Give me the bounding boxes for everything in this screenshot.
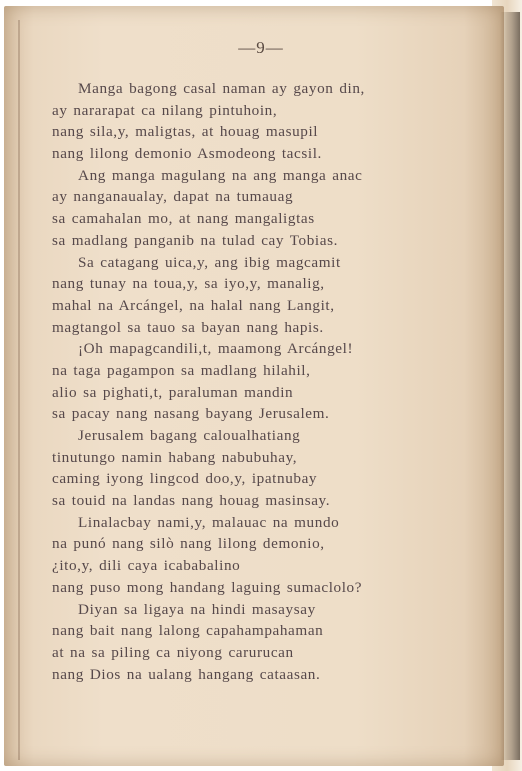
page-number: —9—	[238, 38, 284, 57]
verse-line: magtangol sa tauo sa bayan nang hapis.	[52, 318, 324, 336]
verse-line: nang lilong demonio Asmodeong tacsil.	[52, 145, 322, 163]
verse-line: sa madlang panganib na tulad cay Tobias.	[52, 231, 338, 249]
verse-line: nang tunay na toua,y, sa iyo,y, manalig,	[52, 275, 325, 293]
verse-line: nang bait nang lalong capahampahaman	[52, 622, 324, 640]
verse-line: ¿ito,y, dili caya icababalino	[52, 557, 241, 575]
verse-line: caming iyong lingcod doo,y, ipatnubay	[52, 470, 318, 488]
poem-body	[52, 78, 482, 685]
verse-line: mahal na Arcángel, na halal nang Langit,	[52, 296, 335, 314]
verse-line: Manga bagong casal naman ay gayon din,	[78, 80, 365, 97]
verse-line: alio sa pighati,t, paraluman mandin	[52, 383, 294, 401]
verse-line: tinutungo namin habang nabubuhay,	[52, 448, 298, 466]
verse-line: nang puso mong handang laguing sumaclolo?	[52, 578, 363, 596]
verse-line: na taga pagampon sa madlang hilahil,	[52, 361, 311, 379]
verse-line: nang sila,y, maligtas, at houag masupil	[52, 123, 319, 141]
verse-line: na punó nang silò nang lilong demonio,	[52, 535, 325, 553]
verse-line: ay nanganaualay, dapat na tumauag	[52, 188, 294, 206]
verse-line: sa pacay nang nasang bayang Jerusalem.	[52, 405, 330, 423]
verse-line: sa camahalan mo, at nang mangaligtas	[52, 210, 315, 228]
left-margin-rule	[18, 20, 20, 760]
verse-line: Linalacbay nami,y, malauac na mundo	[78, 513, 340, 531]
verse-line: Sa catagang uica,y, ang ibig magcamit	[78, 253, 341, 271]
verse-line: ay nararapat ca nilang pintuhoin,	[52, 101, 278, 119]
verse-line: Jerusalem bagang caloualhatiang	[78, 427, 301, 444]
page-edge-shadow	[500, 12, 520, 760]
verse-line: Ang manga magulang na ang manga anac	[78, 166, 363, 184]
verse-line: at na sa piling ca niyong carurucan	[52, 643, 294, 661]
verse-line: sa touid na landas nang houag masinsay.	[52, 492, 331, 510]
verse-line: ¡Oh mapagcandili,t, maamong Arcángel!	[78, 340, 354, 358]
verse-line: nang Dios na ualang hangang cataasan.	[52, 665, 321, 683]
verse-line: Diyan sa ligaya na hindi masaysay	[78, 600, 316, 618]
